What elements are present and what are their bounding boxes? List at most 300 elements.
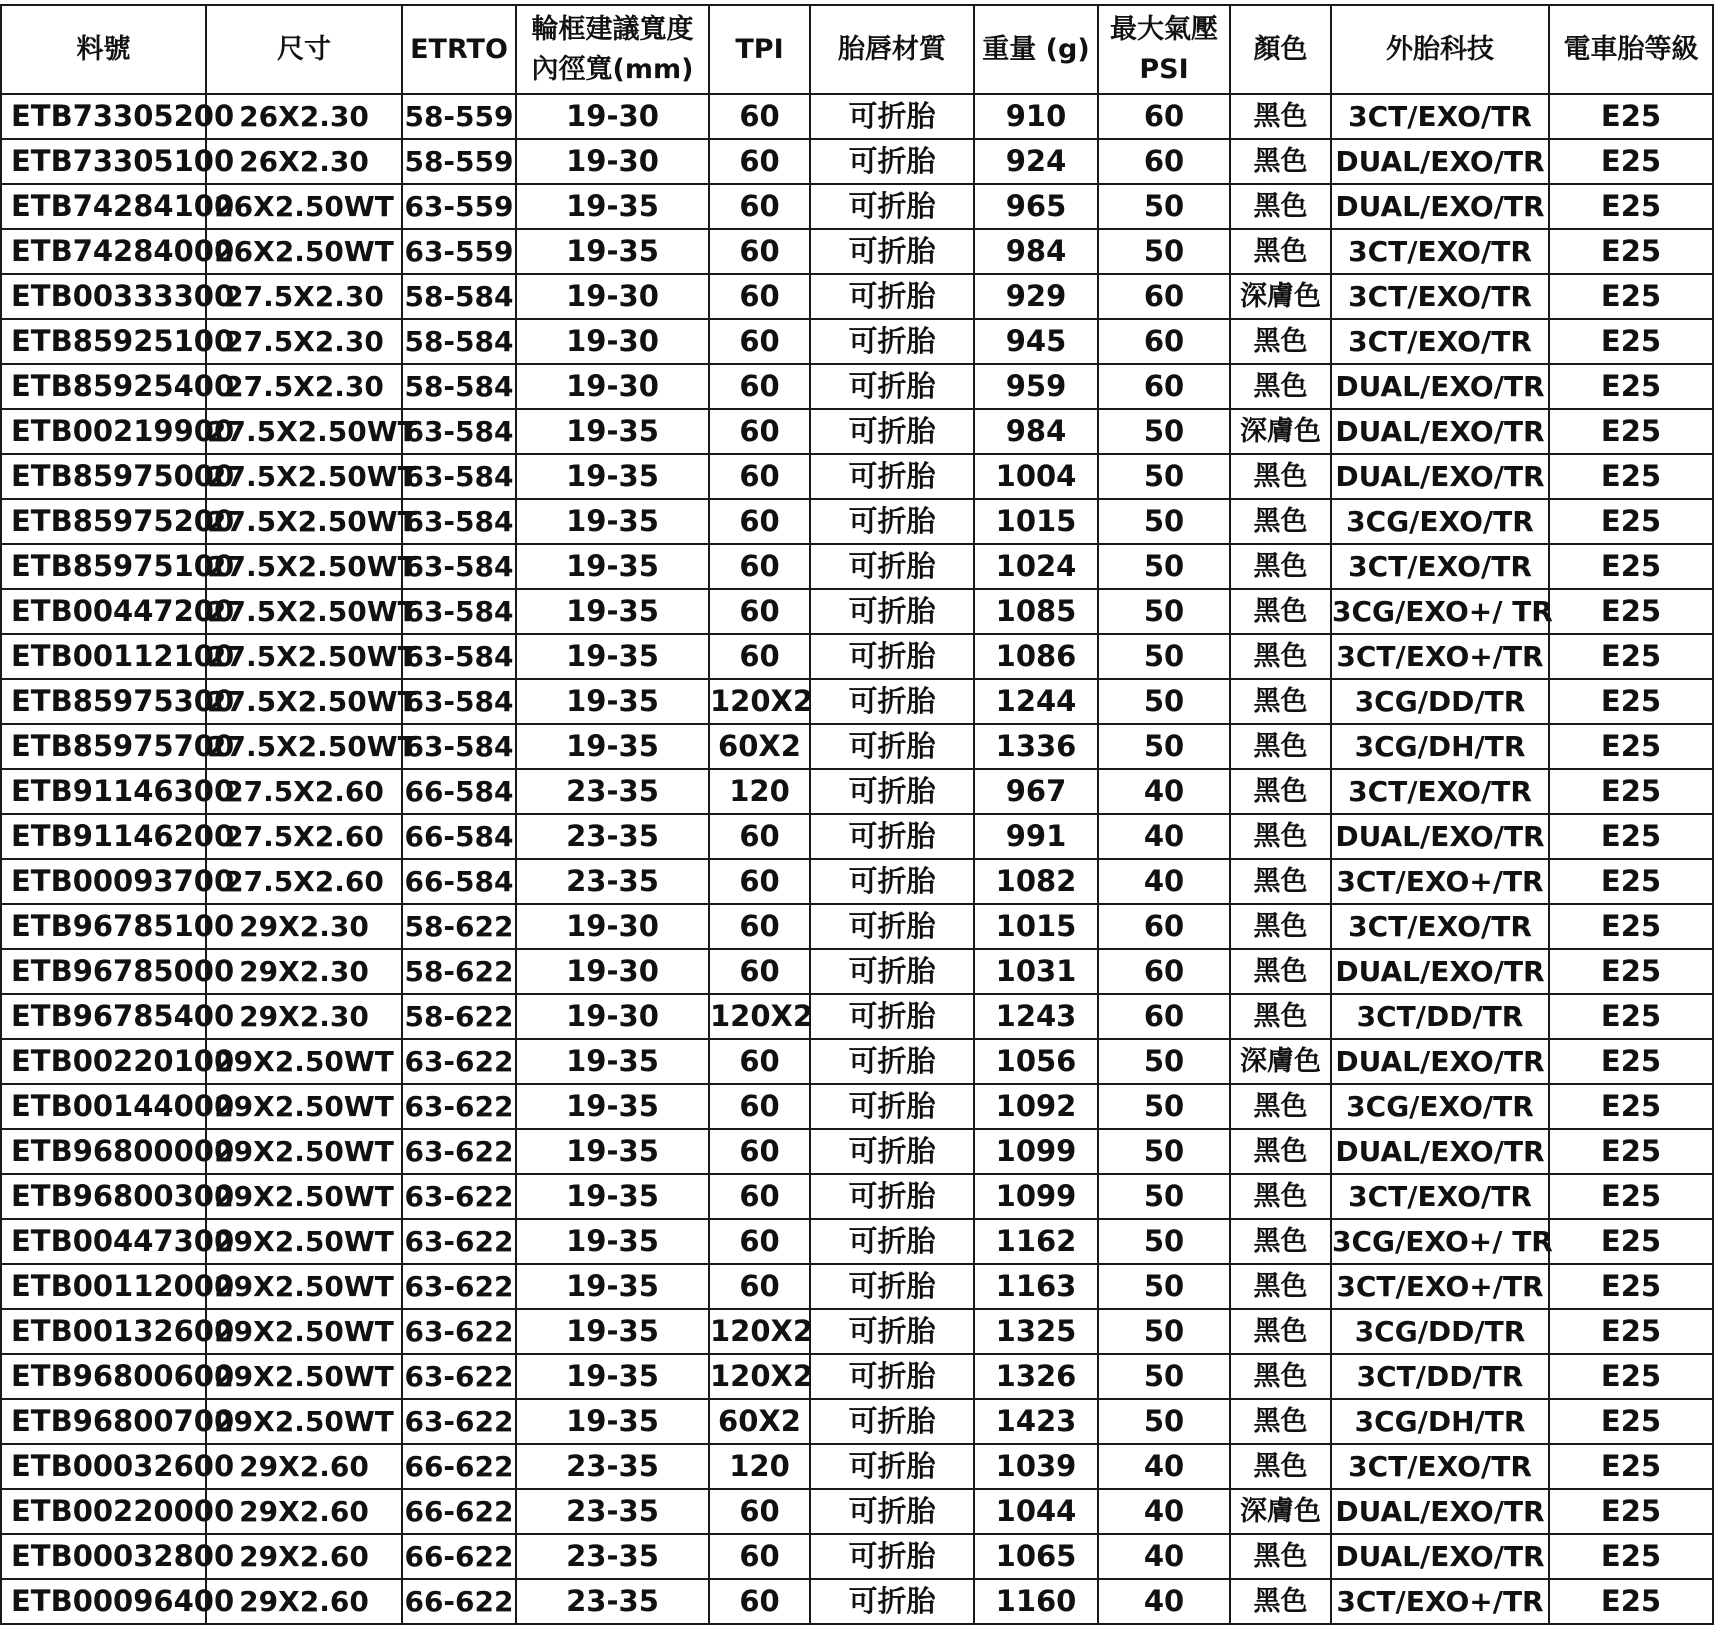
cell-part: ETB00112100: [1, 634, 206, 679]
cell-psi: 50: [1098, 544, 1230, 589]
cell-bead: 可折胎: [810, 589, 974, 634]
cell-rim: 23-35: [516, 1444, 709, 1489]
cell-tech: DUAL/EXO/TR: [1331, 1039, 1549, 1084]
cell-ebike: E25: [1549, 1444, 1713, 1489]
table-row: [1, 1444, 1713, 1489]
cell-etrto: 63-622: [402, 1399, 516, 1444]
cell-etrto: 63-584: [402, 589, 516, 634]
column-header-tpi: [709, 5, 810, 94]
cell-tpi: 60: [709, 274, 810, 319]
cell-part: ETB96800600: [1, 1354, 206, 1399]
cell-color: 黑色: [1230, 634, 1331, 679]
cell-etrto: 63-622: [402, 1264, 516, 1309]
column-header-etrto-line: ETRTO: [410, 33, 508, 65]
cell-tech: DUAL/EXO/TR: [1331, 1489, 1549, 1534]
column-header-psi: [1098, 5, 1230, 94]
cell-bead: 可折胎: [810, 949, 974, 994]
cell-bead: 可折胎: [810, 544, 974, 589]
cell-color: 黑色: [1230, 949, 1331, 994]
cell-color: 深膚色: [1230, 1039, 1331, 1084]
cell-tpi: 60: [709, 1579, 810, 1624]
table-row: [1, 364, 1713, 409]
cell-tech: 3CT/EXO/TR: [1331, 544, 1549, 589]
cell-bead: 可折胎: [810, 1309, 974, 1354]
cell-etrto: 66-584: [402, 769, 516, 814]
table-row: [1, 499, 1713, 544]
cell-rim: 23-35: [516, 1534, 709, 1579]
cell-bead: 可折胎: [810, 229, 974, 274]
cell-bead: 可折胎: [810, 1444, 974, 1489]
cell-tech: 3CT/EXO/TR: [1331, 229, 1549, 274]
cell-weight: 1031: [974, 949, 1098, 994]
table-row: [1, 1399, 1713, 1444]
cell-tech: 3CG/EXO/TR: [1331, 1084, 1549, 1129]
cell-bead: 可折胎: [810, 724, 974, 769]
cell-tech: 3CT/EXO/TR: [1331, 1174, 1549, 1219]
cell-part: ETB00220100: [1, 1039, 206, 1084]
cell-tech: 3CT/EXO/TR: [1331, 769, 1549, 814]
cell-rim: 19-35: [516, 1219, 709, 1264]
cell-tpi: 60: [709, 589, 810, 634]
cell-size: 29X2.30: [206, 994, 402, 1039]
column-header-bead: [810, 5, 974, 94]
cell-color: 黑色: [1230, 1354, 1331, 1399]
cell-tpi: 60: [709, 544, 810, 589]
table-row: [1, 1264, 1713, 1309]
cell-rim: 19-35: [516, 409, 709, 454]
cell-rim: 19-35: [516, 1174, 709, 1219]
cell-etrto: 58-559: [402, 94, 516, 139]
cell-size: 27.5X2.60: [206, 859, 402, 904]
cell-tech: 3CT/EXO+/TR: [1331, 859, 1549, 904]
cell-tpi: 60: [709, 229, 810, 274]
cell-rim: 19-35: [516, 589, 709, 634]
cell-rim: 19-35: [516, 184, 709, 229]
cell-ebike: E25: [1549, 589, 1713, 634]
cell-psi: 50: [1098, 679, 1230, 724]
table-row: [1, 1354, 1713, 1399]
cell-part: ETB74284100: [1, 184, 206, 229]
cell-tpi: 60: [709, 409, 810, 454]
table-row: [1, 589, 1713, 634]
cell-rim: 23-35: [516, 1489, 709, 1534]
cell-psi: 40: [1098, 1489, 1230, 1534]
cell-etrto: 63-622: [402, 1219, 516, 1264]
cell-weight: 924: [974, 139, 1098, 184]
cell-ebike: E25: [1549, 139, 1713, 184]
cell-part: ETB00144000: [1, 1084, 206, 1129]
cell-ebike: E25: [1549, 904, 1713, 949]
cell-weight: 1423: [974, 1399, 1098, 1444]
cell-size: 26X2.30: [206, 139, 402, 184]
cell-psi: 60: [1098, 319, 1230, 364]
cell-weight: 984: [974, 229, 1098, 274]
cell-color: 黑色: [1230, 94, 1331, 139]
cell-etrto: 58-622: [402, 904, 516, 949]
table-header: [1, 5, 1713, 94]
cell-ebike: E25: [1549, 769, 1713, 814]
cell-bead: 可折胎: [810, 1534, 974, 1579]
cell-psi: 50: [1098, 184, 1230, 229]
cell-etrto: 66-584: [402, 859, 516, 904]
cell-bead: 可折胎: [810, 139, 974, 184]
cell-size: 29X2.50WT: [206, 1129, 402, 1174]
table-row: [1, 724, 1713, 769]
cell-psi: 50: [1098, 454, 1230, 499]
table-row: [1, 1219, 1713, 1264]
cell-weight: 1085: [974, 589, 1098, 634]
cell-part: ETB73305200: [1, 94, 206, 139]
cell-weight: 1039: [974, 1444, 1098, 1489]
cell-part: ETB00220000: [1, 1489, 206, 1534]
cell-ebike: E25: [1549, 454, 1713, 499]
cell-rim: 19-30: [516, 139, 709, 184]
table-row: [1, 634, 1713, 679]
cell-psi: 60: [1098, 274, 1230, 319]
cell-bead: 可折胎: [810, 1354, 974, 1399]
column-header-color-line: 顏色: [1253, 33, 1308, 65]
cell-tech: DUAL/EXO/TR: [1331, 139, 1549, 184]
cell-part: ETB96800000: [1, 1129, 206, 1174]
cell-weight: 1082: [974, 859, 1098, 904]
cell-tech: 3CT/EXO/TR: [1331, 94, 1549, 139]
cell-etrto: 66-622: [402, 1489, 516, 1534]
header-row: [1, 5, 1713, 94]
cell-color: 黑色: [1230, 1534, 1331, 1579]
cell-ebike: E25: [1549, 1084, 1713, 1129]
cell-rim: 23-35: [516, 769, 709, 814]
cell-etrto: 58-584: [402, 319, 516, 364]
cell-bead: 可折胎: [810, 1084, 974, 1129]
cell-tpi: 60: [709, 1084, 810, 1129]
cell-etrto: 58-584: [402, 274, 516, 319]
cell-ebike: E25: [1549, 1534, 1713, 1579]
cell-psi: 50: [1098, 1174, 1230, 1219]
cell-size: 27.5X2.50WT: [206, 544, 402, 589]
cell-etrto: 66-622: [402, 1534, 516, 1579]
cell-color: 黑色: [1230, 724, 1331, 769]
cell-psi: 50: [1098, 1219, 1230, 1264]
cell-ebike: E25: [1549, 859, 1713, 904]
table-row: [1, 544, 1713, 589]
cell-psi: 50: [1098, 409, 1230, 454]
cell-part: ETB85975000: [1, 454, 206, 499]
column-header-part: [1, 5, 206, 94]
cell-tpi: 60: [709, 1039, 810, 1084]
cell-color: 黑色: [1230, 319, 1331, 364]
cell-tech: DUAL/EXO/TR: [1331, 814, 1549, 859]
cell-size: 29X2.50WT: [206, 1309, 402, 1354]
cell-etrto: 63-559: [402, 184, 516, 229]
cell-psi: 40: [1098, 1579, 1230, 1624]
cell-color: 黑色: [1230, 1399, 1331, 1444]
cell-part: ETB00447300: [1, 1219, 206, 1264]
cell-tpi: 120: [709, 1444, 810, 1489]
cell-rim: 23-35: [516, 1579, 709, 1624]
cell-ebike: E25: [1549, 1219, 1713, 1264]
cell-psi: 40: [1098, 769, 1230, 814]
cell-tpi: 120: [709, 769, 810, 814]
cell-bead: 可折胎: [810, 1039, 974, 1084]
cell-ebike: E25: [1549, 229, 1713, 274]
cell-rim: 19-35: [516, 1399, 709, 1444]
cell-etrto: 63-622: [402, 1039, 516, 1084]
cell-ebike: E25: [1549, 364, 1713, 409]
cell-part: ETB85975200: [1, 499, 206, 544]
column-header-ebike: [1549, 5, 1713, 94]
cell-tech: 3CG/EXO/TR: [1331, 499, 1549, 544]
cell-size: 29X2.50WT: [206, 1354, 402, 1399]
cell-bead: 可折胎: [810, 1489, 974, 1534]
table-row: [1, 454, 1713, 499]
cell-etrto: 58-559: [402, 139, 516, 184]
cell-size: 27.5X2.30: [206, 274, 402, 319]
cell-part: ETB96785000: [1, 949, 206, 994]
cell-etrto: 63-584: [402, 409, 516, 454]
cell-bead: 可折胎: [810, 364, 974, 409]
cell-ebike: E25: [1549, 814, 1713, 859]
cell-ebike: E25: [1549, 679, 1713, 724]
cell-ebike: E25: [1549, 724, 1713, 769]
cell-bead: 可折胎: [810, 319, 974, 364]
cell-tpi: 60: [709, 814, 810, 859]
cell-rim: 19-35: [516, 679, 709, 724]
cell-psi: 50: [1098, 1264, 1230, 1309]
cell-tpi: 60: [709, 904, 810, 949]
cell-color: 黑色: [1230, 544, 1331, 589]
table-row: [1, 859, 1713, 904]
cell-tpi: 120X2: [709, 679, 810, 724]
cell-tpi: 60: [709, 1174, 810, 1219]
cell-weight: 1160: [974, 1579, 1098, 1624]
cell-tpi: 60: [709, 139, 810, 184]
cell-psi: 60: [1098, 904, 1230, 949]
cell-part: ETB85925100: [1, 319, 206, 364]
cell-tech: 3CT/EXO/TR: [1331, 274, 1549, 319]
cell-ebike: E25: [1549, 1264, 1713, 1309]
cell-part: ETB00032800: [1, 1534, 206, 1579]
table-row: [1, 949, 1713, 994]
table-row: [1, 319, 1713, 364]
cell-bead: 可折胎: [810, 409, 974, 454]
cell-rim: 19-35: [516, 1309, 709, 1354]
cell-tpi: 60: [709, 634, 810, 679]
cell-psi: 60: [1098, 994, 1230, 1039]
cell-tpi: 60: [709, 94, 810, 139]
column-header-weight-line: 重量 (g): [982, 33, 1090, 65]
cell-weight: 1336: [974, 724, 1098, 769]
cell-psi: 40: [1098, 814, 1230, 859]
cell-tpi: 60: [709, 859, 810, 904]
cell-tpi: 60: [709, 364, 810, 409]
cell-bead: 可折胎: [810, 904, 974, 949]
cell-rim: 19-30: [516, 319, 709, 364]
cell-etrto: 63-584: [402, 454, 516, 499]
cell-psi: 50: [1098, 634, 1230, 679]
cell-size: 27.5X2.50WT: [206, 589, 402, 634]
column-header-color: [1230, 5, 1331, 94]
cell-psi: 40: [1098, 859, 1230, 904]
cell-size: 29X2.30: [206, 904, 402, 949]
cell-etrto: 63-622: [402, 1129, 516, 1174]
cell-size: 27.5X2.50WT: [206, 409, 402, 454]
cell-etrto: 58-622: [402, 994, 516, 1039]
cell-ebike: E25: [1549, 1039, 1713, 1084]
column-header-tech: [1331, 5, 1549, 94]
cell-etrto: 63-584: [402, 499, 516, 544]
cell-size: 27.5X2.50WT: [206, 454, 402, 499]
cell-size: 27.5X2.50WT: [206, 499, 402, 544]
cell-rim: 19-35: [516, 634, 709, 679]
cell-color: 黑色: [1230, 1084, 1331, 1129]
table-row: [1, 94, 1713, 139]
table-row: [1, 1129, 1713, 1174]
cell-ebike: E25: [1549, 1579, 1713, 1624]
cell-tpi: 60X2: [709, 1399, 810, 1444]
cell-etrto: 63-584: [402, 679, 516, 724]
cell-weight: 991: [974, 814, 1098, 859]
cell-color: 深膚色: [1230, 274, 1331, 319]
cell-weight: 1326: [974, 1354, 1098, 1399]
column-header-rim-line: 內徑寬(mm): [531, 53, 694, 85]
table-row: [1, 1579, 1713, 1624]
cell-weight: 1163: [974, 1264, 1098, 1309]
cell-bead: 可折胎: [810, 769, 974, 814]
cell-etrto: 63-584: [402, 634, 516, 679]
cell-weight: 965: [974, 184, 1098, 229]
cell-rim: 19-35: [516, 499, 709, 544]
cell-size: 27.5X2.50WT: [206, 724, 402, 769]
cell-part: ETB00093700: [1, 859, 206, 904]
cell-part: ETB96800700: [1, 1399, 206, 1444]
cell-tpi: 60: [709, 1129, 810, 1174]
cell-part: ETB74284000: [1, 229, 206, 274]
cell-tpi: 60X2: [709, 724, 810, 769]
cell-part: ETB96800300: [1, 1174, 206, 1219]
table-row: [1, 1309, 1713, 1354]
cell-rim: 19-35: [516, 1039, 709, 1084]
cell-color: 黑色: [1230, 679, 1331, 724]
cell-ebike: E25: [1549, 1354, 1713, 1399]
cell-bead: 可折胎: [810, 1219, 974, 1264]
cell-ebike: E25: [1549, 409, 1713, 454]
cell-rim: 19-30: [516, 994, 709, 1039]
table-body: [1, 94, 1713, 1624]
cell-etrto: 63-584: [402, 544, 516, 589]
cell-tpi: 60: [709, 1534, 810, 1579]
cell-psi: 40: [1098, 1444, 1230, 1489]
cell-size: 27.5X2.30: [206, 319, 402, 364]
cell-bead: 可折胎: [810, 1129, 974, 1174]
cell-size: 29X2.60: [206, 1444, 402, 1489]
cell-color: 黑色: [1230, 859, 1331, 904]
cell-etrto: 63-584: [402, 724, 516, 769]
cell-bead: 可折胎: [810, 1174, 974, 1219]
cell-rim: 19-35: [516, 229, 709, 274]
cell-color: 黑色: [1230, 589, 1331, 634]
cell-size: 29X2.50WT: [206, 1039, 402, 1084]
cell-ebike: E25: [1549, 274, 1713, 319]
cell-part: ETB85975300: [1, 679, 206, 724]
cell-size: 29X2.60: [206, 1579, 402, 1624]
cell-weight: 910: [974, 94, 1098, 139]
cell-tech: DUAL/EXO/TR: [1331, 184, 1549, 229]
cell-bead: 可折胎: [810, 859, 974, 904]
table-row: [1, 1039, 1713, 1084]
cell-ebike: E25: [1549, 319, 1713, 364]
cell-rim: 19-35: [516, 454, 709, 499]
cell-size: 27.5X2.50WT: [206, 679, 402, 724]
cell-size: 29X2.30: [206, 949, 402, 994]
cell-ebike: E25: [1549, 949, 1713, 994]
table-row: [1, 409, 1713, 454]
cell-part: ETB00032600: [1, 1444, 206, 1489]
cell-ebike: E25: [1549, 1129, 1713, 1174]
cell-weight: 1015: [974, 499, 1098, 544]
cell-ebike: E25: [1549, 634, 1713, 679]
cell-part: ETB85975700: [1, 724, 206, 769]
cell-tech: 3CG/DD/TR: [1331, 679, 1549, 724]
column-header-size-line: 尺寸: [277, 33, 331, 65]
cell-part: ETB73305100: [1, 139, 206, 184]
spec-sheet: [0, 4, 1714, 1625]
cell-etrto: 63-622: [402, 1309, 516, 1354]
table-row: [1, 274, 1713, 319]
cell-psi: 50: [1098, 1309, 1230, 1354]
cell-tech: DUAL/EXO/TR: [1331, 1129, 1549, 1174]
cell-part: ETB91146300: [1, 769, 206, 814]
cell-etrto: 66-584: [402, 814, 516, 859]
cell-color: 黑色: [1230, 994, 1331, 1039]
cell-tech: 3CT/DD/TR: [1331, 994, 1549, 1039]
cell-tech: 3CT/EXO+/TR: [1331, 1264, 1549, 1309]
cell-rim: 19-35: [516, 1264, 709, 1309]
cell-color: 深膚色: [1230, 1489, 1331, 1534]
table-row: [1, 994, 1713, 1039]
cell-rim: 19-35: [516, 1129, 709, 1174]
table-row: [1, 229, 1713, 274]
cell-ebike: E25: [1549, 499, 1713, 544]
cell-ebike: E25: [1549, 94, 1713, 139]
table-row: [1, 1174, 1713, 1219]
cell-bead: 可折胎: [810, 1579, 974, 1624]
cell-bead: 可折胎: [810, 1264, 974, 1309]
cell-weight: 1162: [974, 1219, 1098, 1264]
cell-psi: 50: [1098, 724, 1230, 769]
cell-tech: 3CG/EXO+/ TR: [1331, 589, 1549, 634]
cell-tech: 3CT/EXO/TR: [1331, 1444, 1549, 1489]
cell-tech: DUAL/EXO/TR: [1331, 454, 1549, 499]
cell-tech: DUAL/EXO/TR: [1331, 1534, 1549, 1579]
cell-tech: 3CT/EXO+/TR: [1331, 1579, 1549, 1624]
cell-rim: 19-35: [516, 724, 709, 769]
cell-size: 29X2.60: [206, 1534, 402, 1579]
cell-psi: 50: [1098, 1129, 1230, 1174]
cell-psi: 40: [1098, 1534, 1230, 1579]
table-row: [1, 184, 1713, 229]
cell-part: ETB85975100: [1, 544, 206, 589]
cell-tech: 3CG/DH/TR: [1331, 1399, 1549, 1444]
column-header-rim: [516, 5, 709, 94]
cell-tech: DUAL/EXO/TR: [1331, 409, 1549, 454]
cell-etrto: 63-622: [402, 1084, 516, 1129]
cell-weight: 1086: [974, 634, 1098, 679]
cell-ebike: E25: [1549, 1399, 1713, 1444]
cell-tech: 3CT/EXO/TR: [1331, 904, 1549, 949]
column-header-rim-line: 輪框建議寬度: [531, 13, 694, 45]
cell-color: 黑色: [1230, 1174, 1331, 1219]
cell-part: ETB00096400: [1, 1579, 206, 1624]
